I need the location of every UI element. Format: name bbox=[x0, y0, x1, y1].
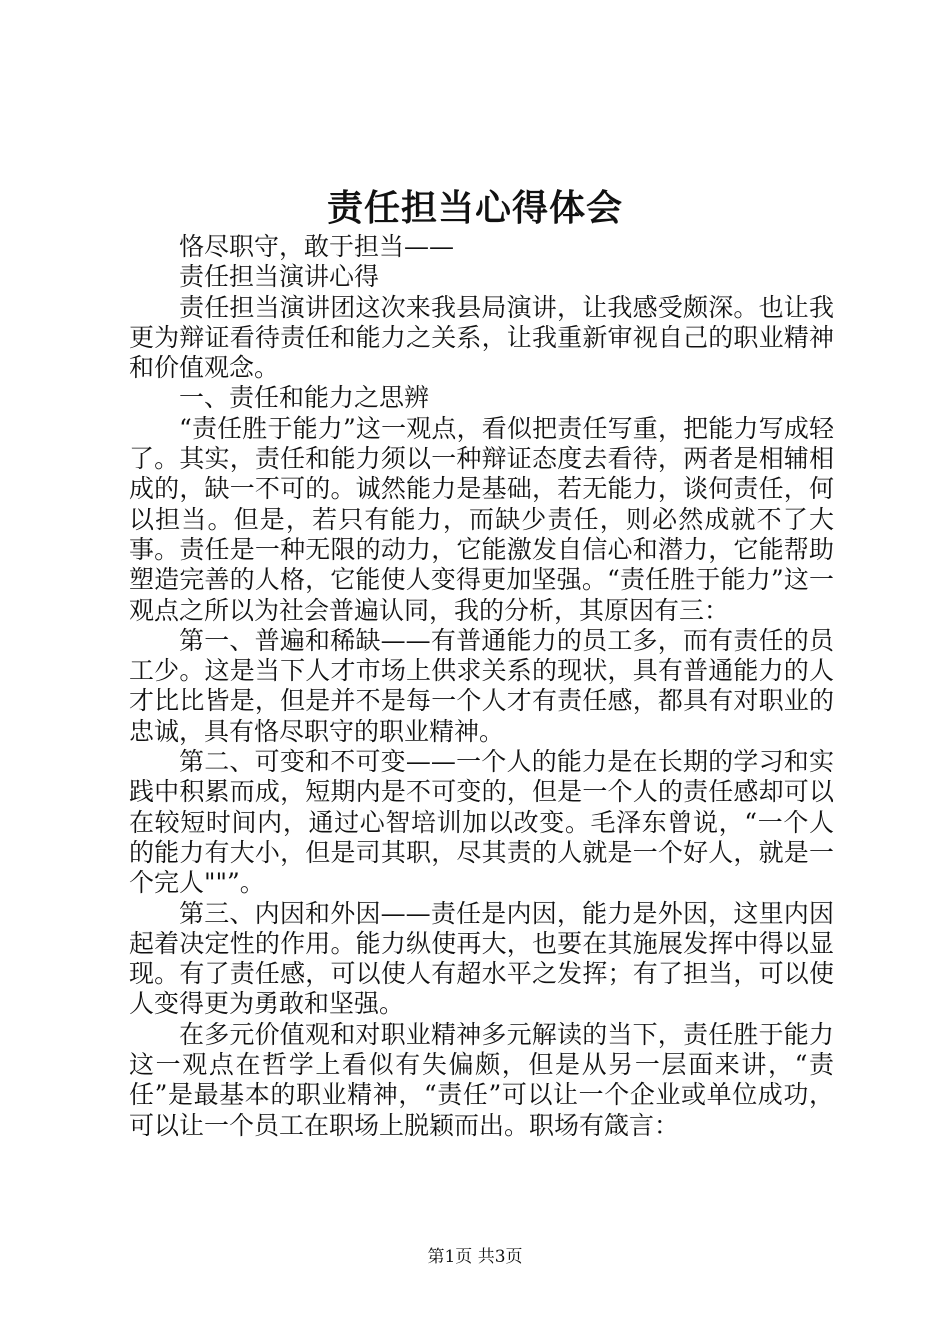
document-body bbox=[129, 232, 834, 1141]
paragraph-intro: 责任担当演讲团这次来我县局演讲，让我感受颇深。也让我更为辩证看待责任和能力之关系，让我重新审视自己的职业精神和价值观念。 bbox=[129, 292, 834, 383]
document-title: 责任担当心得体会 bbox=[326, 187, 623, 229]
paragraph-subtitle-2: 责任担当演讲心得 bbox=[179, 262, 380, 292]
paragraph: “责任胜于能力”这一观点，看似把责任写重，把能力写成轻了。其实，责任和能力须以一种辩证态度去看待，两者是相辅相成的，缺一不可的。诚然能力是基础，若无能力，谈何责任，何以担当。但是，若只有能力，而缺少责任，则必然成就不了大事。责任是一种无限的动力，它能激发自信心和潜力，它能帮助塑造完善的人格，它能使人变得更加坚强。“责任胜于能力”这一观点之所以为社会普遍认同，我的分析，其原因有三： bbox=[129, 413, 834, 625]
paragraph: 第三、内因和外因——责任是内因，能力是外因，这里内因起着决定性的作用。能力纵使再大，也要在其施展发挥中得以显现。有了责任感，可以使人有超水平之发挥；有了担当，可以使人变得更为勇敢和坚强。 bbox=[129, 898, 834, 1019]
paragraph: 在多元价值观和对职业精神多元解读的当下，责任胜于能力这一观点在哲学上看似有失偏颇，但是从另一层面来讲，“责任”是最基本的职业精神，“责任”可以让一个企业或单位成功，可以让一个员工在职场上脱颖而出。职场有箴言： bbox=[129, 1019, 834, 1140]
section-heading-1: 一、责任和能力之思辨 bbox=[179, 383, 430, 413]
paragraph: 第一、普遍和稀缺——有普通能力的员工多，而有责任的员工少。这是当下人才市场上供求关系的现状，具有普通能力的人才比比皆是，但是并不是每一个人才有责任感，都具有对职业的忠诚，具有恪尽职守的职业精神。 bbox=[129, 625, 834, 746]
page-footer: 第1页 共3页 bbox=[427, 1247, 523, 1267]
paragraph-subtitle-1: 恪尽职守，敢于担当—— bbox=[179, 232, 455, 261]
paragraph: 第二、可变和不可变——一个人的能力是在长期的学习和实践中积累而成，短期内是不可变的，但是一个人的责任感却可以在较短时间内，通过心智培训加以改变。毛泽东曾说，“一个人的能力有大小，但是司其职，尽其责的人就是一个好人，就是一个完人""”。 bbox=[129, 747, 834, 898]
